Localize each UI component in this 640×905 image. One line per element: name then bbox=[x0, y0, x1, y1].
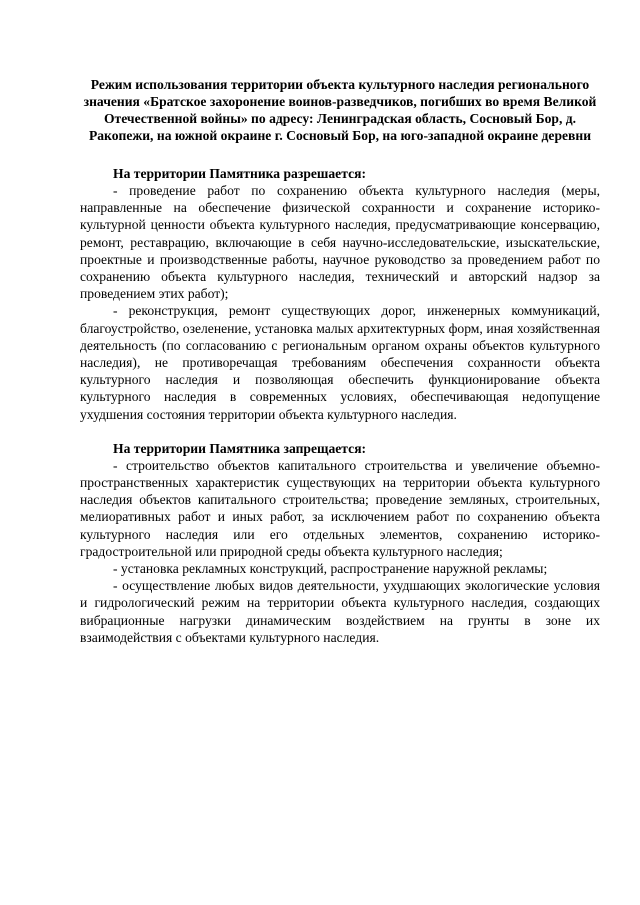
prohibited-section bbox=[80, 440, 600, 646]
allowed-section bbox=[80, 165, 600, 423]
document-page bbox=[80, 76, 600, 646]
prohibited-item: - осуществление любых видов деятельности, ухудшающих экологические условия и гидрологический режим на территории объекта культурного наследия, создающих вибрационные нагрузки динамическим воздействием на грунты в зоне их взаимодействия с объектами культурного наследия. bbox=[80, 578, 600, 645]
allowed-item: - реконструкция, ремонт существующих дорог, инженерных коммуникаций, благоустройство, озеленение, установка малых архитектурных форм, иная хозяйственная деятельность (по согласованию с региональным органом охраны объектов культурного наследия), не противоречащая требованиям обеспечения сохранности объекта культурного наследия и позволяющая обеспечить функционирование объекта культурного наследия в современных условиях, обеспечивающая недопущение ухудшения состояния территории объекта культурного наследия. bbox=[80, 303, 600, 422]
prohibited-item: - строительство объектов капитального строительства и увеличение объемно-пространственных характеристик существующих на территории объекта культурного наследия объектов капитального строительства; проведение земляных, строительных, мелиоративных работ и иных работ, за исключением работ по сохранению объекта культурного наследия или его отдельных элементов, сохранению историко-градостроительной или природной среды объекта культурного наследия; bbox=[80, 457, 600, 559]
allowed-item: - проведение работ по сохранению объекта культурного наследия (меры, направленные на обеспечение физической сохранности и сохранение историко-культурной ценности объекта культурного наследия, предусматривающие консервацию, ремонт, реставрацию, включающие в себя научно-исследовательские, изыскательские, проектные и производственные работы, научное руководство за проведением работ по сохранению объекта культурного наследия, технический и авторский надзор за проведением этих работ); bbox=[80, 183, 600, 302]
document-title: Режим использования территории объекта культурного наследия регионального значения «Братское захоронение воинов-разведчиков, погибших во время Великой Отечественной войны» по адресу: Ленинградская область, Сосновый Бор, д. Ракопежи, на южной окраине г. Сосновый Бор, на юго-западной окраине деревни bbox=[83, 77, 597, 143]
allowed-heading: На территории Памятника разрешается: bbox=[113, 166, 366, 181]
section-spacer bbox=[80, 423, 600, 440]
prohibited-item: - установка рекламных конструкций, распространение наружной рекламы; bbox=[113, 561, 548, 577]
prohibited-heading: На территории Памятника запрещается: bbox=[113, 440, 367, 456]
